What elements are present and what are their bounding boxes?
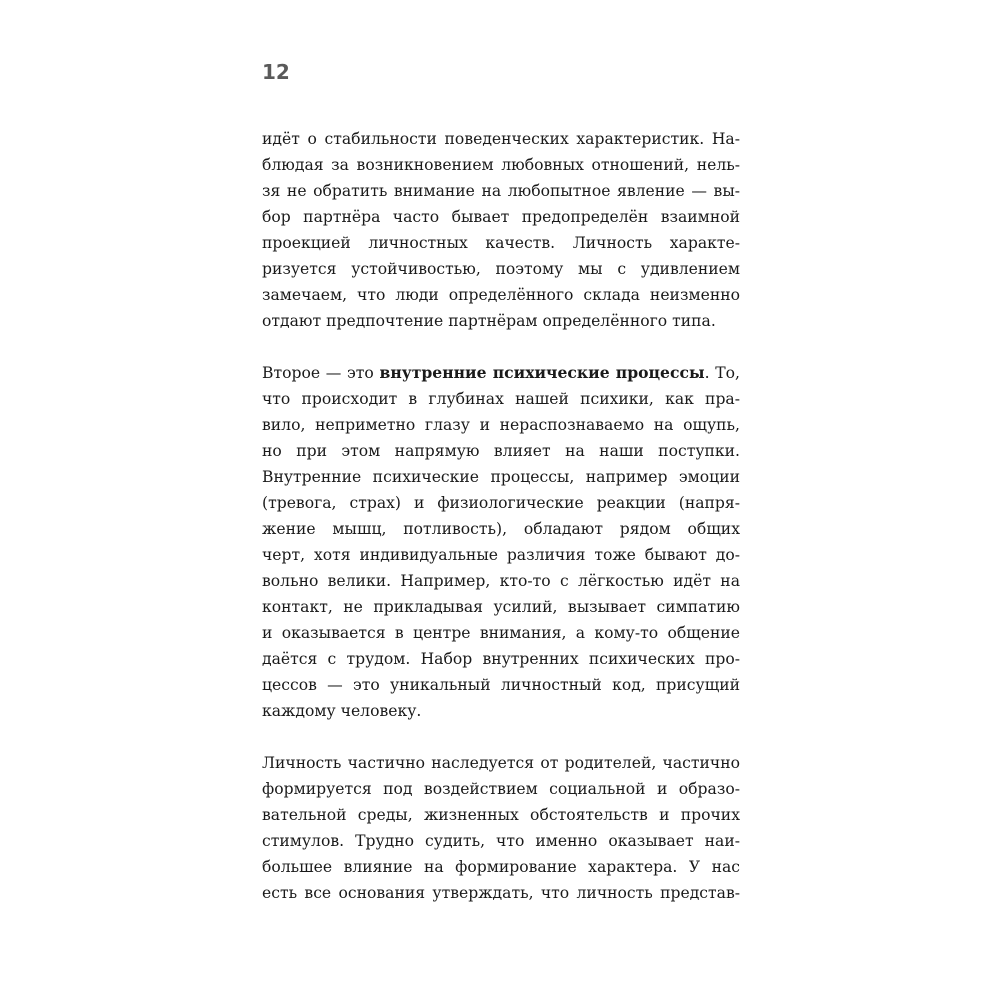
text-line: контакт, не прикладывая усилий, вызывает симпатию [262,598,740,616]
text-line: (тревога, страх) и физиологические реакции (напря- [262,494,740,512]
paragraph-2 [262,360,740,724]
text-line-with-emphasis [262,360,740,386]
text-line: стимулов. Трудно судить, что именно оказывает наи- [262,832,740,850]
text-line: вольно велики. Например, кто-то с лёгкостью идёт на [262,572,740,590]
page-number: 12 [262,60,290,84]
text-line: бор партнёра часто бывает предопределён взаимной [262,208,740,226]
text-line: жение мышц, потливость), обладают рядом общих [262,520,740,538]
text-line: даётся с трудом. Набор внутренних психических про- [262,650,740,668]
text-line: вило, неприметно глазу и нераспознаваемо на ощупь, [262,416,740,434]
body-text [262,126,740,932]
text-line: черт, хотя индивидуальные различия тоже бывают до- [262,546,740,564]
text-line: отдают предпочтение партнёрам определённого типа. [262,312,716,330]
text-line: формируется под воздействием социальной и образо- [262,780,740,798]
text-line: есть все основания утверждать, что личность представ- [262,884,740,902]
text-line: и оказывается в центре внимания, а кому-то общение [262,624,740,642]
text-line: Внутренние психические процессы, например эмоции [262,468,740,486]
paragraph-3 [262,750,740,906]
text-line: ризуется устойчивостью, поэтому мы с удивлением [262,260,740,278]
text-line: каждому человеку. [262,702,422,720]
text-line: блюдая за возникновением любовных отношений, нель- [262,156,740,174]
text-line: вательной среды, жизненных обстоятельств и прочих [262,806,740,824]
text-line: большее влияние на формирование характера. У нас [262,858,740,876]
text-run: Второе — это [262,364,380,382]
text-line: проекцией личностных качеств. Личность характе- [262,234,740,252]
text-line: замечаем, что люди определённого склада неизменно [262,286,740,304]
text-line: цессов — это уникальный личностный код, присущий [262,676,740,694]
text-line: что происходит в глубинах нашей психики, как пра- [262,390,740,408]
text-line: зя не обратить внимание на любопытное явление — вы- [262,182,740,200]
paragraph-1 [262,126,740,334]
text-line: но при этом напрямую влияет на наши поступки. [262,442,740,460]
text-line: Личность частично наследуется от родителей, частично [262,754,740,772]
bold-term: внутренние психические процессы [379,363,705,382]
text-run: . То, [704,364,740,382]
text-line: идёт о стабильности поведенческих характеристик. На- [262,130,740,148]
